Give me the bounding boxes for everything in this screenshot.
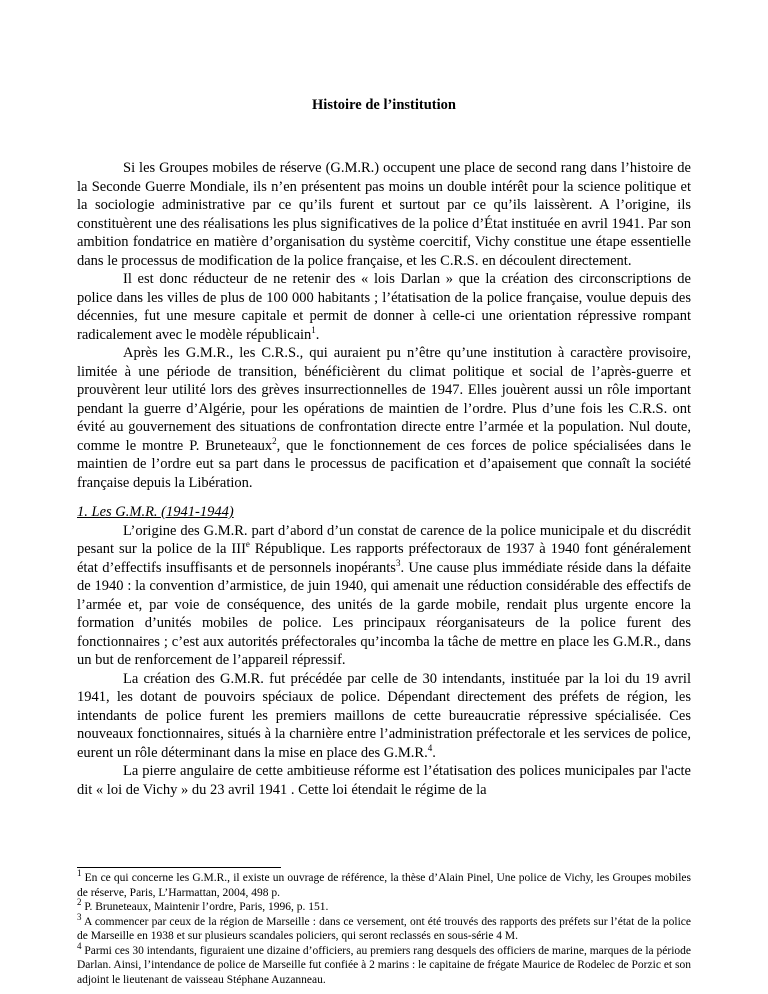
footnote-1 — [77, 868, 691, 900]
intro-paragraph-1-text: Si les Groupes mobiles de réserve (G.M.R.) occupent une place de second rang dans l’histoire de la Seconde Guerre Mondiale, ils n’en présentent pas moins un double intérêt pour la science politique et la sociologie administrative par ce qu’ils furent et surtout par ce qu’ils laissèrent. A l’origine, ils constituèrent une des réalisations les plus significatives de la police d’État instituée en avril 1941. Par son ambition fondatrice en matière d’organisation du système coercitif, Vichy constitue une étape essentielle dans le processus de modification de la police française, et les C.R.S. en découlent directement. — [77, 160, 691, 269]
intro-paragraph-3 — [77, 344, 691, 492]
intro-paragraph-1 — [77, 159, 691, 270]
footnote-text: Parmi ces 30 intendants, figuraient une dizaine d’officiers, au premiers rang desquels des officiers de marine, marques de la période Darlan. Ainsi, l’intendance de police de Marseille fut confiée à 2 marins : le capitaine de frégate Maurice de Rodelec de Porzic et son adjoint le lieutenant de vaisseau Stéphane Auzanneau. — [77, 944, 691, 986]
section-heading: 1. Les G.M.R. (1941-1944) — [77, 504, 234, 520]
footnote-ref-2[interactable]: 2 — [272, 435, 277, 446]
footnote-text: A commencer par ceux de la région de Marseille : dans ce versement, ont été trouvés des rapports des préfets sur l’état de la police de Marseille en 1938 et sur plusieurs scandales policiers, qui seront reclassés en sous-série 4 M. — [77, 915, 691, 942]
document-title: Histoire de l’institution — [312, 97, 456, 113]
footnote-number: 4 — [77, 940, 82, 951]
section-paragraph-1-text-c: . Une cause plus immédiate réside dans la défaite de 1940 : la convention d’armistice, de juin 1940, qui amenait une réduction considérable des effectifs de l’armée et, par voie de conséquence, des unités de la garde mobile, rendait plus urgente encore la formation d’unités mobiles de police. Les principaux réorganisateurs de la police furent des fonctionnaires ; c’est aux autorités préfectorales qu’incomba la tâche de mettre en place les G.M.R., dans un but de renforcement de l’appareil répressif. — [77, 559, 691, 668]
footnote-number: 3 — [77, 911, 82, 922]
footnote-2 — [77, 897, 691, 915]
footnote-ref-3[interactable]: 3 — [395, 557, 401, 568]
section-paragraph-2-end: . — [432, 744, 436, 761]
intro-paragraph-3-text-a: Après les G.M.R., les C.R.S., qui auraient pu n’être qu’une institution à caractère provisoire, limitée à une période de transition, bénéficièrent du climat politique et social de l’après-guerre et prouvèrent leur utilité lors des grèves insurrectionnelles de 1947. Elles jouèrent aussi un rôle important pendant la guerre d’Algérie, pour les opérations de maintien de l’ordre. Plus d’une fois les C.R.S. ont évité au gouvernement des situations de confrontation directe entre l’armée et la population. Nul doute, comme le montre P. Bruneteaux — [77, 345, 691, 454]
section-paragraph-1-text-b: République. Les rapports préfectoraux de 1937 à 1940 font généralement état d’effectifs insuffisants et de personnels inopérants — [77, 541, 691, 576]
superscript-e: e — [245, 539, 250, 550]
intro-paragraph-2 — [77, 270, 691, 344]
section-paragraph-3-text: La pierre angulaire de cette ambitieuse réforme est l’étatisation des polices municipales par l'acte dit « loi de Vichy » du 23 avril 1941 . Cette loi étendait le régime de la — [77, 763, 691, 798]
section-paragraph-2-text: La création des G.M.R. fut précédée par celle de 30 intendants, instituée par la loi du 19 avril 1941, les dotant de pouvoirs spéciaux de police. Dépendant directement des préfets de région, les intendants de police furent les premiers maillons de cette bureaucratie répressive spécialisée. Ces nouveaux fonctionnaires, situés à la charnière entre l’administration préfectorale et les services de police, eurent un rôle déterminant dans la mise en place des G.M.R. — [77, 670, 691, 761]
footnote-number: 2 — [77, 897, 82, 908]
section-paragraph-2 — [77, 670, 691, 763]
footnotes — [77, 868, 691, 987]
intro-paragraph-3-text-b: , que le fonctionnement de ces forces de police spécialisées dans le maintien de l’ordre eut sa part dans le processus de pacification et d’apaisement que connaît la société française depuis la Libération. — [77, 437, 691, 491]
footnote-ref-4[interactable]: 4 — [427, 742, 433, 753]
footnote-number: 1 — [77, 868, 82, 879]
footnote-ref-1[interactable]: 1 — [311, 324, 316, 335]
intro-paragraph-2-text: Il est donc réducteur de ne retenir des « lois Darlan » que la création des circonscriptions de police dans les villes de plus de 100 000 habitants ; l’étatisation de la police française, voulue depuis des décennies, fut une mesure capitale et permit de donner à celle-ci une orientation répressive rompant radicalement avec le modèle républicain — [77, 271, 691, 343]
section-paragraph-1-text-a: L’origine des G.M.R. part d’abord d’un constat de carence de la police municipale et du discrédit pesant sur la police de la III — [77, 522, 691, 557]
section-paragraph-1 — [77, 522, 691, 670]
section-paragraph-3 — [77, 762, 691, 799]
footnote-text: En ce qui concerne les G.M.R., il existe un ouvrage de référence, la thèse d’Alain Pinel, Une police de Vichy, les Groupes mobiles de réserve, Paris, L’Harmattan, 2004, 498 p. — [77, 872, 691, 899]
footnote-text: P. Bruneteaux, Maintenir l’ordre, Paris, 1996, p. 151. — [81, 901, 329, 913]
footnote-4 — [77, 940, 691, 988]
document-body — [77, 159, 691, 799]
footnote-separator — [77, 867, 281, 868]
footnote-3 — [77, 911, 691, 944]
intro-paragraph-2-end: . — [315, 326, 320, 343]
